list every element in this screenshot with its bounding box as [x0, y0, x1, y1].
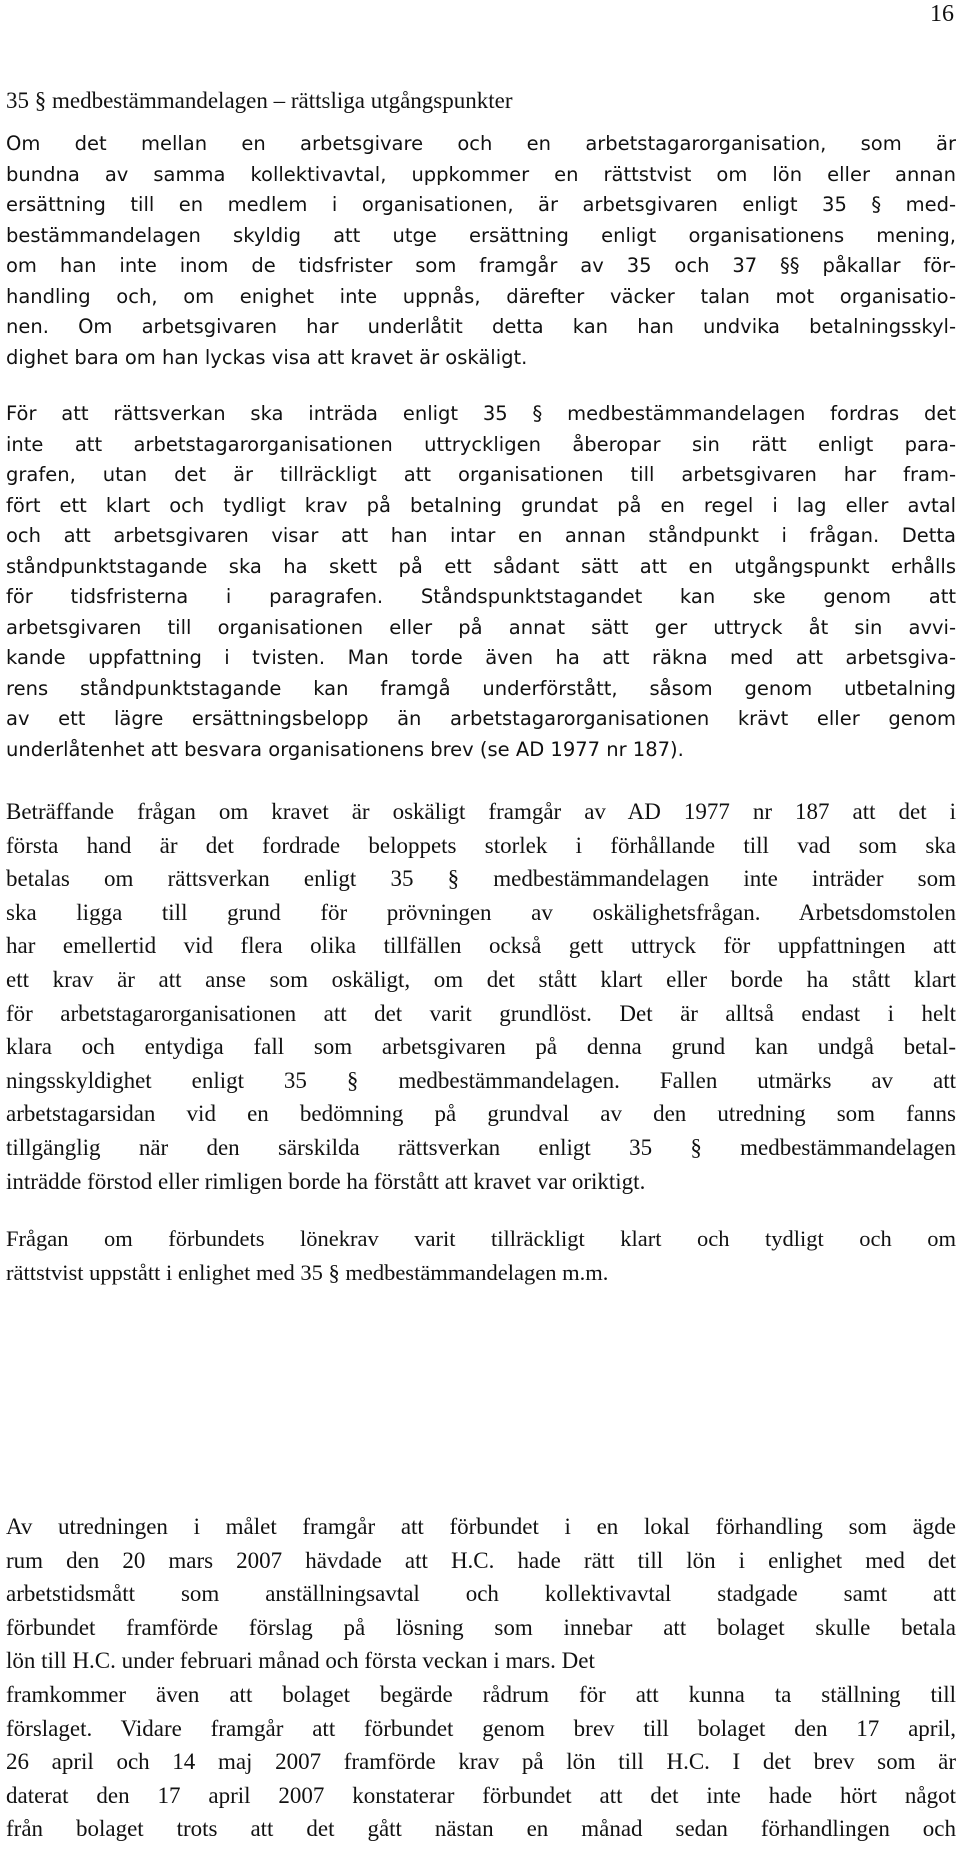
- text-line: bundna av samma kollektivavtal, uppkommer en rättstvist om lön eller annan: [6, 162, 956, 186]
- text-line: om han inte inom de tidsfrister som framgår av 35 och 37 §§ påkallar för-: [6, 254, 956, 277]
- text-line: För att rättsverkan ska inträda enligt 35 § medbestämmandelagen fordras det: [6, 402, 956, 425]
- text-line: dighet bara om han lyckas visa att kravet är oskäligt.: [6, 345, 528, 369]
- text-line: bestämmandelagen skyldig att utge ersättning enligt organisationens mening,: [6, 223, 956, 247]
- text-line: första hand är det fordrade beloppets storlek i förhållande till vad som ska: [6, 832, 956, 858]
- text-line: och att arbetsgivaren visar att han intar en annan ståndpunkt i frågan. Detta: [6, 524, 956, 547]
- text-line: daterat den 17 april 2007 konstaterar förbundet att det inte hade hört något: [6, 1782, 956, 1808]
- text-line: arbetstagarsidan vid en bedömning på grundval av den utredning som fanns: [6, 1101, 956, 1127]
- text-line: tillgänglig när den särskilda rättsverkan enligt 35 § medbestämmandelagen: [6, 1134, 956, 1160]
- text-line: arbetsgivaren till organisationen eller på annat sätt ger uttryck åt sin avvi-: [6, 615, 956, 639]
- text-line: lön till H.C. under februari månad och första veckan i mars. Det: [6, 1648, 595, 1674]
- text-line: betalas om rättsverkan enligt 35 § medbestämmandelagen inte inträder som: [6, 866, 956, 892]
- text-line: inträdde förstod eller rimligen borde ha förstått att kravet var oriktigt.: [6, 1168, 646, 1194]
- text-line: kande uppfattning i tvisten. Man torde även ha att räkna med att arbetsgiva-: [6, 646, 956, 669]
- text-line: Av utredningen i målet framgår att förbundet i en lokal förhandling som ägde: [6, 1514, 956, 1539]
- text-line: förbundet framförde förslag på lösning som innebar att bolaget skulle betala: [6, 1614, 956, 1640]
- text-line: nen. Om arbetsgivaren har underlåtit detta kan han undvika betalningsskyl-: [6, 315, 956, 338]
- text-line: rens ståndpunktstagande kan framgå underförstått, såsom genom utbetalning: [6, 676, 956, 700]
- text-line: handling och, om enighet inte uppnås, därefter väcker talan mot organisatio-: [6, 284, 956, 308]
- text-line: av ett lägre ersättningsbelopp än arbetstagarorganisationen krävt eller genom: [6, 707, 956, 730]
- text-line: ett krav är att anse som oskäligt, om det stått klart eller borde ha stått klart: [6, 966, 956, 992]
- text-line: 26 april och 14 maj 2007 framförde krav på lön till H.C. I det brev som är: [6, 1749, 956, 1775]
- section-heading: 35 § medbestämmandelagen – rättsliga utgångspunkter: [6, 88, 513, 113]
- text-line: Frågan om förbundets lönekrav varit tillräckligt klart och tydligt och om: [6, 1226, 956, 1251]
- text-line: för arbetstagarorganisationen att det varit grundlöst. Det är alltså endast i helt: [6, 1000, 956, 1026]
- text-line: rum den 20 mars 2007 hävdade att H.C. hade rätt till lön i enlighet med det: [6, 1547, 956, 1573]
- text-line: fört ett klart och tydligt krav på betalning grundat på en regel i lag eller avtal: [6, 493, 956, 517]
- text-line: underlåtenhet att besvara organisationens brev (se AD 1977 nr 187).: [6, 737, 684, 761]
- paragraph-1: [6, 129, 956, 373]
- text-line: ståndpunktstagande ska ha skett på ett sådant sätt att en utgångspunkt erhålls: [6, 554, 956, 578]
- text-line: rättstvist uppstått i enlighet med 35 § medbestämmandelagen m.m.: [6, 1260, 609, 1285]
- text-line: ningsskyldighet enligt 35 § medbestämmandelagen. Fallen utmärks av att: [6, 1067, 956, 1093]
- paragraph-2: [6, 399, 956, 765]
- text-line: inte att arbetstagarorganisationen uttryckligen åberopar sin rätt enligt para-: [6, 432, 956, 456]
- paragraph-3: [6, 795, 956, 1198]
- text-line: grafen, utan det är tillräckligt att organisationen till arbetsgivaren har fram-: [6, 463, 956, 486]
- text-line: Om det mellan en arbetsgivare och en arbetstagarorganisation, som är: [6, 132, 956, 155]
- subheading: [6, 1222, 956, 1290]
- text-line: för tidsfristerna i paragrafen. Ståndspunktstagandet kan ske genom att: [6, 585, 956, 608]
- text-line: framkommer även att bolaget begärde rådrum för att kunna ta ställning till: [6, 1681, 956, 1707]
- text-line: ersättning till en medlem i organisationen, är arbetsgivaren enligt 35 § med-: [6, 193, 956, 216]
- text-line: arbetstidsmått som anställningsavtal och kollektivavtal stadgade samt att: [6, 1581, 956, 1607]
- page-number: 16: [930, 1, 954, 27]
- paragraph-4: [6, 1510, 956, 1846]
- text-line: klara och entydiga fall som arbetsgivaren på denna grund kan undgå betal-: [6, 1034, 956, 1060]
- text-line: Beträffande frågan om kravet är oskäligt framgår av AD 1977 nr 187 att det i: [6, 799, 956, 824]
- text-line: har emellertid vid flera olika tillfällen också gett uttryck för uppfattningen att: [6, 933, 956, 959]
- text-line: från bolaget trots att det gått nästan en månad sedan förhandlingen och: [6, 1816, 956, 1842]
- text-line: förslaget. Vidare framgår att förbundet genom brev till bolaget den 17 april,: [6, 1715, 956, 1741]
- text-line: ska ligga till grund för prövningen av oskälighetsfrågan. Arbetsdomstolen: [6, 899, 956, 925]
